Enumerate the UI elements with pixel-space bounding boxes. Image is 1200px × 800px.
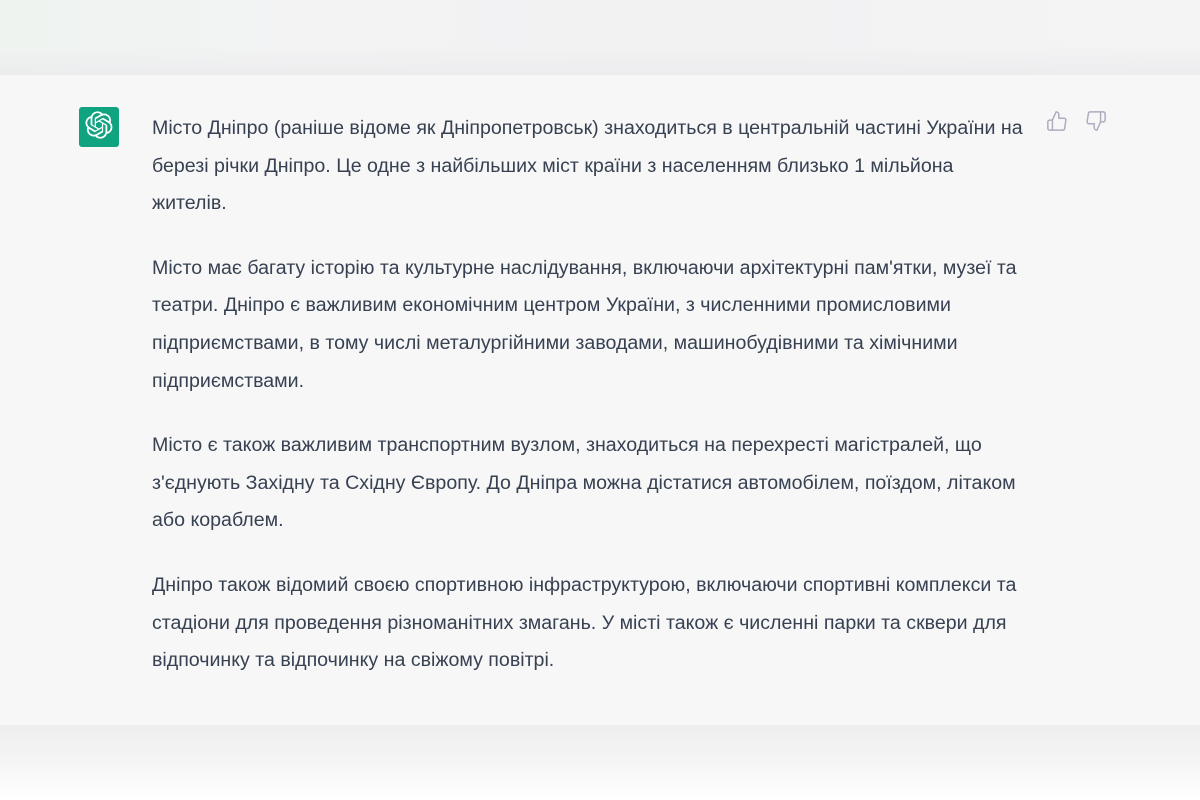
openai-logo-icon — [85, 111, 113, 144]
assistant-message-text — [152, 110, 1032, 707]
thumbs-up-button[interactable] — [1045, 111, 1069, 135]
feedback-buttons — [1045, 111, 1108, 135]
message-paragraph: Місто має багату історію та культурне наслідування, включаючи архітектурні пам'ятки, музеї та театри. Дніпро є важливим економічним центром України, з численними промисловими підприємствами, в тому числі металургійними заводами, машинобудівними та хімічними підприємствами. — [152, 256, 1017, 392]
thumbs-down-icon — [1085, 110, 1107, 137]
previous-message-area — [0, 0, 1200, 75]
message-paragraph: Місто Дніпро (раніше відоме як Дніпропетровськ) знаходиться в центральній частині України на березі річки Дніпро. Це одне з найбільших міст країни з населенням близько 1 мільйона жителів. — [152, 117, 1023, 215]
thumbs-up-icon — [1046, 110, 1068, 137]
message-paragraph: Дніпро також відомий своєю спортивною інфраструктурою, включаючи спортивні комплекси та стадіони для проведення різноманітних змагань. У місті також є численні парки та сквери для відпочинку та відпочинку на свіжому повітрі. — [152, 573, 1017, 672]
message-paragraph: Місто є також важливим транспортним вузлом, знаходиться на перехресті магістралей, що з'єднують Західну та Східну Європу. До Дніпра можна дістатися автомобілем, поїздом, літаком або кораблем. — [152, 434, 1016, 532]
assistant-avatar — [79, 107, 119, 147]
thumbs-down-button[interactable] — [1084, 111, 1108, 135]
input-area-fade — [0, 725, 1200, 800]
